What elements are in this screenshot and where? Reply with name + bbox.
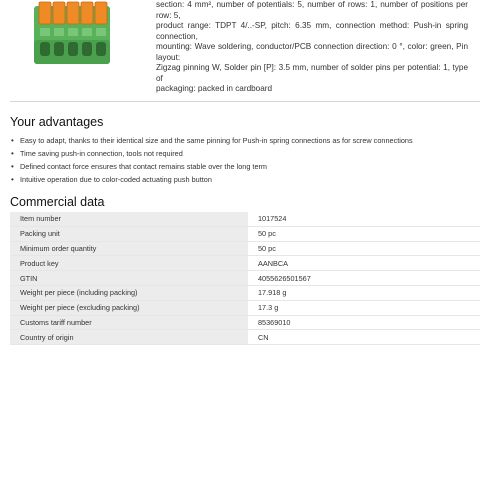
row-label: Weight per piece (including packing) [10, 285, 248, 300]
row-value: 85369010 [248, 315, 480, 330]
advantages-list [10, 134, 470, 186]
advantages-heading: Your advantages [10, 115, 104, 129]
row-value: 17.3 g [248, 300, 480, 315]
description-line: product range: TDPT 4/..-SP, pitch: 6.35 mm, connection method: Push-in spring connection, [156, 21, 468, 41]
section-divider [10, 101, 480, 102]
row-value: 17.918 g [248, 285, 480, 300]
row-label: Packing unit [10, 226, 248, 241]
table-row [10, 315, 480, 330]
product-image [30, 0, 116, 68]
row-label: Country of origin [10, 330, 248, 345]
row-value: AANBCA [248, 256, 480, 271]
row-label: Product key [10, 256, 248, 271]
description-line: section: 4 mm², number of potentials: 5, number of rows: 1, number of positions per row: 5, [156, 0, 468, 20]
commercial-data-heading: Commercial data [10, 195, 105, 209]
table-row [10, 300, 480, 315]
commercial-data-table [10, 212, 480, 345]
table-row [10, 285, 480, 300]
row-label: GTIN [10, 271, 248, 286]
description-line: packaging: packed in cardboard [156, 84, 273, 93]
row-value: 4055626501567 [248, 271, 480, 286]
description-line: mounting: Wave soldering, conductor/PCB connection direction: 0 °, color: green, Pin layout: [156, 42, 468, 62]
table-row [10, 212, 480, 226]
row-label: Minimum order quantity [10, 241, 248, 256]
row-label: Customs tariff number [10, 315, 248, 330]
row-value: 1017524 [248, 212, 480, 226]
table-row [10, 271, 480, 286]
row-value: 50 pc [248, 226, 480, 241]
table-row [10, 330, 480, 345]
advantage-item: • Easy to adapt, thanks to their identical size and the same pinning for Push-in spring connections as for screw connections [10, 134, 470, 147]
advantage-item: • Defined contact force ensures that contact remains stable over the long term [10, 160, 470, 173]
table-row [10, 241, 480, 256]
row-label: Weight per piece (excluding packing) [10, 300, 248, 315]
advantage-item: • Time saving push-in connection, tools not required [10, 147, 470, 160]
row-value: 50 pc [248, 241, 480, 256]
row-label: Item number [10, 212, 248, 226]
row-value: CN [248, 330, 480, 345]
description-line: Zigzag pinning W, Solder pin [P]: 3.5 mm, number of solder pins per potential: 1, type of [156, 63, 468, 83]
table-row [10, 226, 480, 241]
table-row [10, 256, 480, 271]
product-description [156, 0, 468, 95]
advantage-item: • Intuitive operation due to color-coded actuating push button [10, 173, 470, 186]
